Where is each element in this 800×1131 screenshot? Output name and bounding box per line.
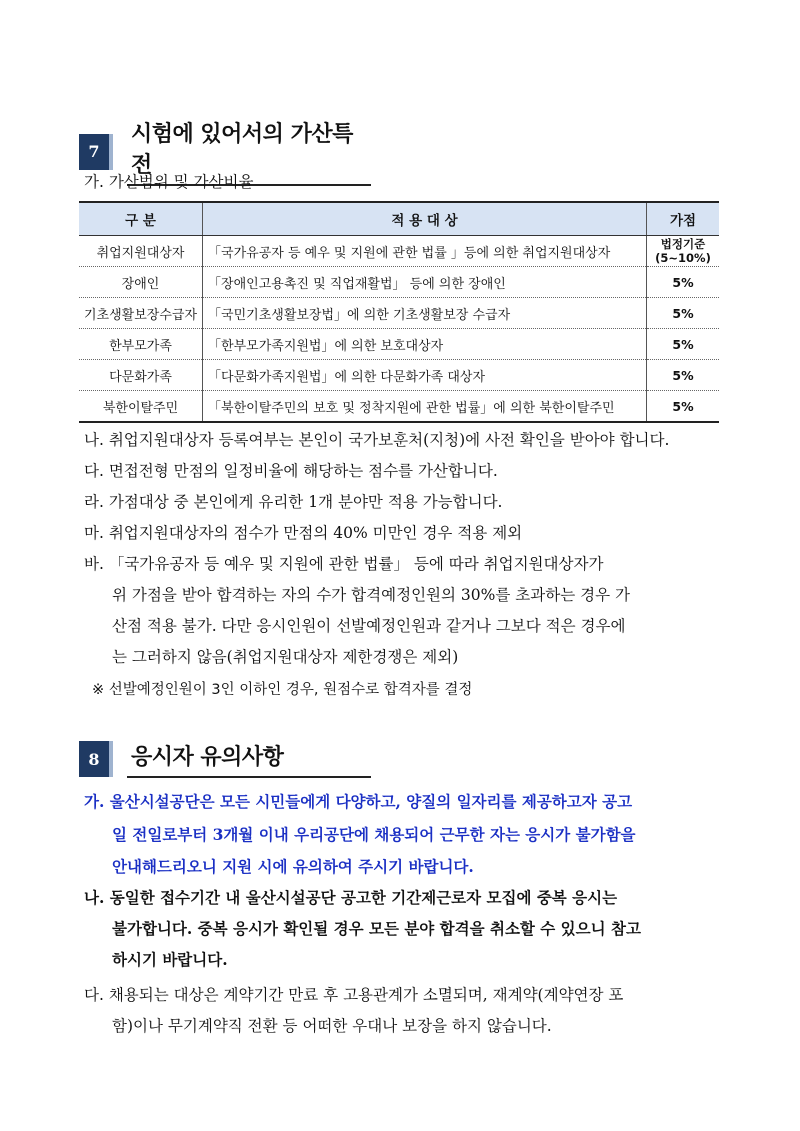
table-row	[79, 329, 719, 360]
column-header-points: 가점	[647, 202, 720, 236]
row-points: 5%	[647, 391, 720, 423]
section-title: 시험에 있어서의 가산특전	[127, 117, 371, 186]
row-target: 「장애인고용촉진 및 직업재활법」 등에 의한 장애인	[203, 267, 647, 298]
section-number-badge: 7	[79, 134, 113, 170]
table-row	[79, 360, 719, 391]
row-category: 장애인	[79, 267, 203, 298]
row-points: 5%	[647, 267, 720, 298]
row-points: 5%	[647, 329, 720, 360]
item-ra-one-field: 라. 가점대상 중 본인에게 유리한 1개 분야만 적용 가능합니다.	[84, 493, 503, 511]
item-ba-line-3: 산점 적용 불가. 다만 응시인원이 선발예정인원과 같거나 그보다 적은 경우에	[112, 617, 626, 635]
row-target: 「국가유공자 등 예우 및 지원에 관한 법률 」등에 의한 취업지원대상자	[203, 236, 647, 267]
table-row	[79, 267, 719, 298]
table-row	[79, 298, 719, 329]
item-ma-exclusion: 마. 취업지원대상자의 점수가 만점의 40% 미만인 경우 적용 제외	[84, 524, 523, 542]
row-target: 「다문화가족지원법」에 의한 다문화가족 대상자	[203, 360, 647, 391]
row-target: 「국민기초생활보장법」에 의한 기초생활보장 수급자	[203, 298, 647, 329]
row-category: 다문화가족	[79, 360, 203, 391]
item-na-line-2: 불가합니다. 중복 응시가 확인될 경우 모든 분야 합격을 취소할 수 있으니 참고	[112, 919, 641, 938]
row-target: 「북한이탈주민의 보호 및 정착지원에 관한 법률」에 의한 북한이탈주민	[203, 391, 647, 423]
row-category: 기초생활보장수급자	[79, 298, 203, 329]
row-category: 취업지원대상자	[79, 236, 203, 267]
section-title: 응시자 유의사항	[127, 740, 371, 778]
table-row	[79, 236, 719, 267]
item-na-line-3: 하시기 바랍니다.	[112, 950, 228, 969]
subheading-bonus-range: 가. 가산범위 및 가산비율	[84, 173, 254, 191]
item-da-line-2: 함)이나 무기계약직 전환 등 어떠한 우대나 보장을 하지 않습니다.	[112, 1017, 552, 1035]
item-ga-line-3: 안내해드리오니 지원 시에 유의하여 주시기 바랍니다.	[112, 857, 474, 876]
table-header-row	[79, 202, 719, 236]
item-ba-line-2: 위 가점을 받아 합격하는 자의 수가 합격예정인원의 30%를 초과하는 경우 가	[112, 586, 630, 604]
item-ga-line-2: 일 전일로부터 3개월 이내 우리공단에 채용되어 근무한 자는 응시가 불가함을	[112, 825, 636, 844]
points-line-2: (5~10%)	[655, 251, 711, 265]
column-header-target: 적 용 대 상	[203, 202, 647, 236]
row-points: 5%	[647, 360, 720, 391]
row-category: 한부모가족	[79, 329, 203, 360]
item-ba-line-4: 는 그러하지 않음(취업지원대상자 제한경쟁은 제외)	[112, 648, 459, 666]
section-number-badge: 8	[79, 741, 113, 777]
row-target: 「한부모가족지원법」에 의한 보호대상자	[203, 329, 647, 360]
section-8-heading	[79, 740, 371, 778]
table-row	[79, 391, 719, 423]
bonus-points-table	[79, 201, 719, 423]
row-points: 5%	[647, 298, 720, 329]
points-line-1: 법정기준	[660, 237, 706, 251]
item-da-line-1: 다. 채용되는 대상은 계약기간 만료 후 고용관계가 소멸되며, 재계약(계약연장 포	[84, 986, 624, 1004]
item-da-interview: 다. 면접전형 만점의 일정비율에 해당하는 점수를 가산합니다.	[84, 462, 498, 480]
column-header-category: 구 분	[79, 202, 203, 236]
row-points	[647, 236, 720, 267]
item-na-registration: 나. 취업지원대상자 등록여부는 본인이 국가보훈처(지청)에 사전 확인을 받아야 합니다.	[84, 431, 670, 449]
item-na-line-1: 나. 동일한 접수기간 내 울산시설공단 공고한 기간제근로자 모집에 중복 응시는	[84, 888, 618, 907]
row-category: 북한이탈주민	[102, 400, 179, 416]
item-ga-line-1: 가. 울산시설공단은 모든 시민들에게 다양하고, 양질의 일자리를 제공하고자 공고	[84, 792, 633, 811]
note-selection: ※ 선발예정인원이 3인 이하인 경우, 원점수로 합격자를 결정	[92, 682, 473, 698]
item-ba-line-1: 바. 「국가유공자 등 예우 및 지원에 관한 법률」 등에 따라 취업지원대상자가	[84, 555, 604, 573]
